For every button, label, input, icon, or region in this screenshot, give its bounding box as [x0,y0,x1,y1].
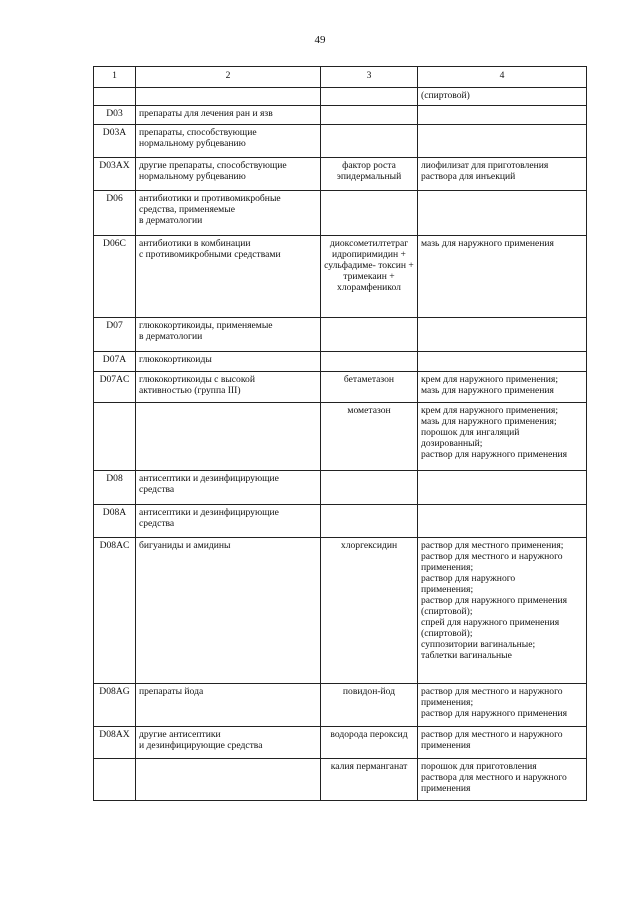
group-name-cell: антибиотики в комбинации с противомикробными средствами [136,236,321,318]
header-row [94,67,587,88]
inn-cell [321,88,418,106]
dosage-form-cell: раствор для местного и наружного применения [418,727,587,759]
inn-cell [321,191,418,236]
column-header-form: 4 [418,67,587,88]
group-name-cell: глюкокортикоиды [136,352,321,372]
inn-cell [321,471,418,505]
group-name-cell: глюкокортикоиды с высокой активностью (группа III) [136,372,321,403]
inn-cell [321,106,418,125]
dosage-form-cell [418,505,587,538]
group-name-cell [136,759,321,801]
table-row [94,538,587,684]
dosage-form-cell [418,318,587,352]
column-header-name: 2 [136,67,321,88]
group-name-cell [136,88,321,106]
table-row [94,158,587,191]
inn-cell: диоксометилтетраг идропиримидин + сульфадиме- токсин + тримекаин + хлорамфеникол [321,236,418,318]
inn-cell: фактор роста эпидермальный [321,158,418,191]
table-row [94,352,587,372]
group-name-cell [136,403,321,471]
atc-code-cell: D08AC [94,538,136,684]
atc-code-cell [94,88,136,106]
atc-code-cell: D03AX [94,158,136,191]
dosage-form-cell [418,191,587,236]
dosage-form-cell [418,106,587,125]
table-row [94,505,587,538]
dosage-form-cell: лиофилизат для приготовления раствора для инъекций [418,158,587,191]
table-row [94,88,587,106]
group-name-cell: антисептики и дезинфицирующие средства [136,471,321,505]
atc-code-cell: D03 [94,106,136,125]
group-name-cell: другие препараты, способствующие нормальному рубцеванию [136,158,321,191]
table-body [94,88,587,801]
dosage-form-cell: порошок для приготовления раствора для местного и наружного применения [418,759,587,801]
group-name-cell: бигуаниды и амидины [136,538,321,684]
group-name-cell: глюкокортикоиды, применяемые в дерматологии [136,318,321,352]
atc-code-cell: D07AC [94,372,136,403]
table-row [94,125,587,158]
group-name-cell: другие антисептики и дезинфицирующие средства [136,727,321,759]
column-header-code: 1 [94,67,136,88]
drug-table [93,66,587,801]
dosage-form-cell [418,471,587,505]
group-name-cell: антисептики и дезинфицирующие средства [136,505,321,538]
column-header-inn: 3 [321,67,418,88]
table-row [94,727,587,759]
atc-code-cell: D08A [94,505,136,538]
atc-code-cell [94,759,136,801]
atc-code-cell: D06C [94,236,136,318]
table-row [94,471,587,505]
dosage-form-cell: крем для наружного применения; мазь для наружного применения [418,372,587,403]
inn-cell: хлоргексидин [321,538,418,684]
table-row [94,236,587,318]
inn-cell: водорода пероксид [321,727,418,759]
atc-code-cell: D07 [94,318,136,352]
inn-cell [321,352,418,372]
table-row [94,759,587,801]
table-row [94,372,587,403]
dosage-form-cell: крем для наружного применения; мазь для наружного применения; порошок для ингаляций дозированный; раствор для наружного применения [418,403,587,471]
atc-code-cell: D06 [94,191,136,236]
table-row [94,318,587,352]
table-row [94,191,587,236]
inn-cell: бетаметазон [321,372,418,403]
dosage-form-cell: раствор для местного и наружного применения; раствор для наружного применения [418,684,587,727]
inn-cell: калия перманганат [321,759,418,801]
atc-code-cell: D07A [94,352,136,372]
group-name-cell: препараты для лечения ран и язв [136,106,321,125]
atc-code-cell: D03A [94,125,136,158]
group-name-cell: антибиотики и противомикробные средства, применяемые в дерматологии [136,191,321,236]
table-row [94,684,587,727]
page-number: 49 [314,34,326,46]
atc-code-cell: D08AG [94,684,136,727]
atc-code-cell: D08 [94,471,136,505]
group-name-cell: препараты, способствующие нормальному рубцеванию [136,125,321,158]
atc-code-cell: D08AX [94,727,136,759]
dosage-form-cell [418,125,587,158]
inn-cell: мометазон [321,403,418,471]
inn-cell: повидон-йод [321,684,418,727]
group-name-cell: препараты йода [136,684,321,727]
inn-cell [321,318,418,352]
dosage-form-cell: (спиртовой) [418,88,587,106]
table-row [94,106,587,125]
inn-cell [321,505,418,538]
table-row [94,403,587,471]
dosage-form-cell: раствор для местного применения; раствор для местного и наружного применения; раствор для наружного применения; раствор для наружного применения (спиртовой); спрей для наружного применения (спиртовой); суппозитории вагинальные; таблетки вагинальные [418,538,587,684]
inn-cell [321,125,418,158]
dosage-form-cell: мазь для наружного применения [418,236,587,318]
atc-code-cell [94,403,136,471]
dosage-form-cell [418,352,587,372]
